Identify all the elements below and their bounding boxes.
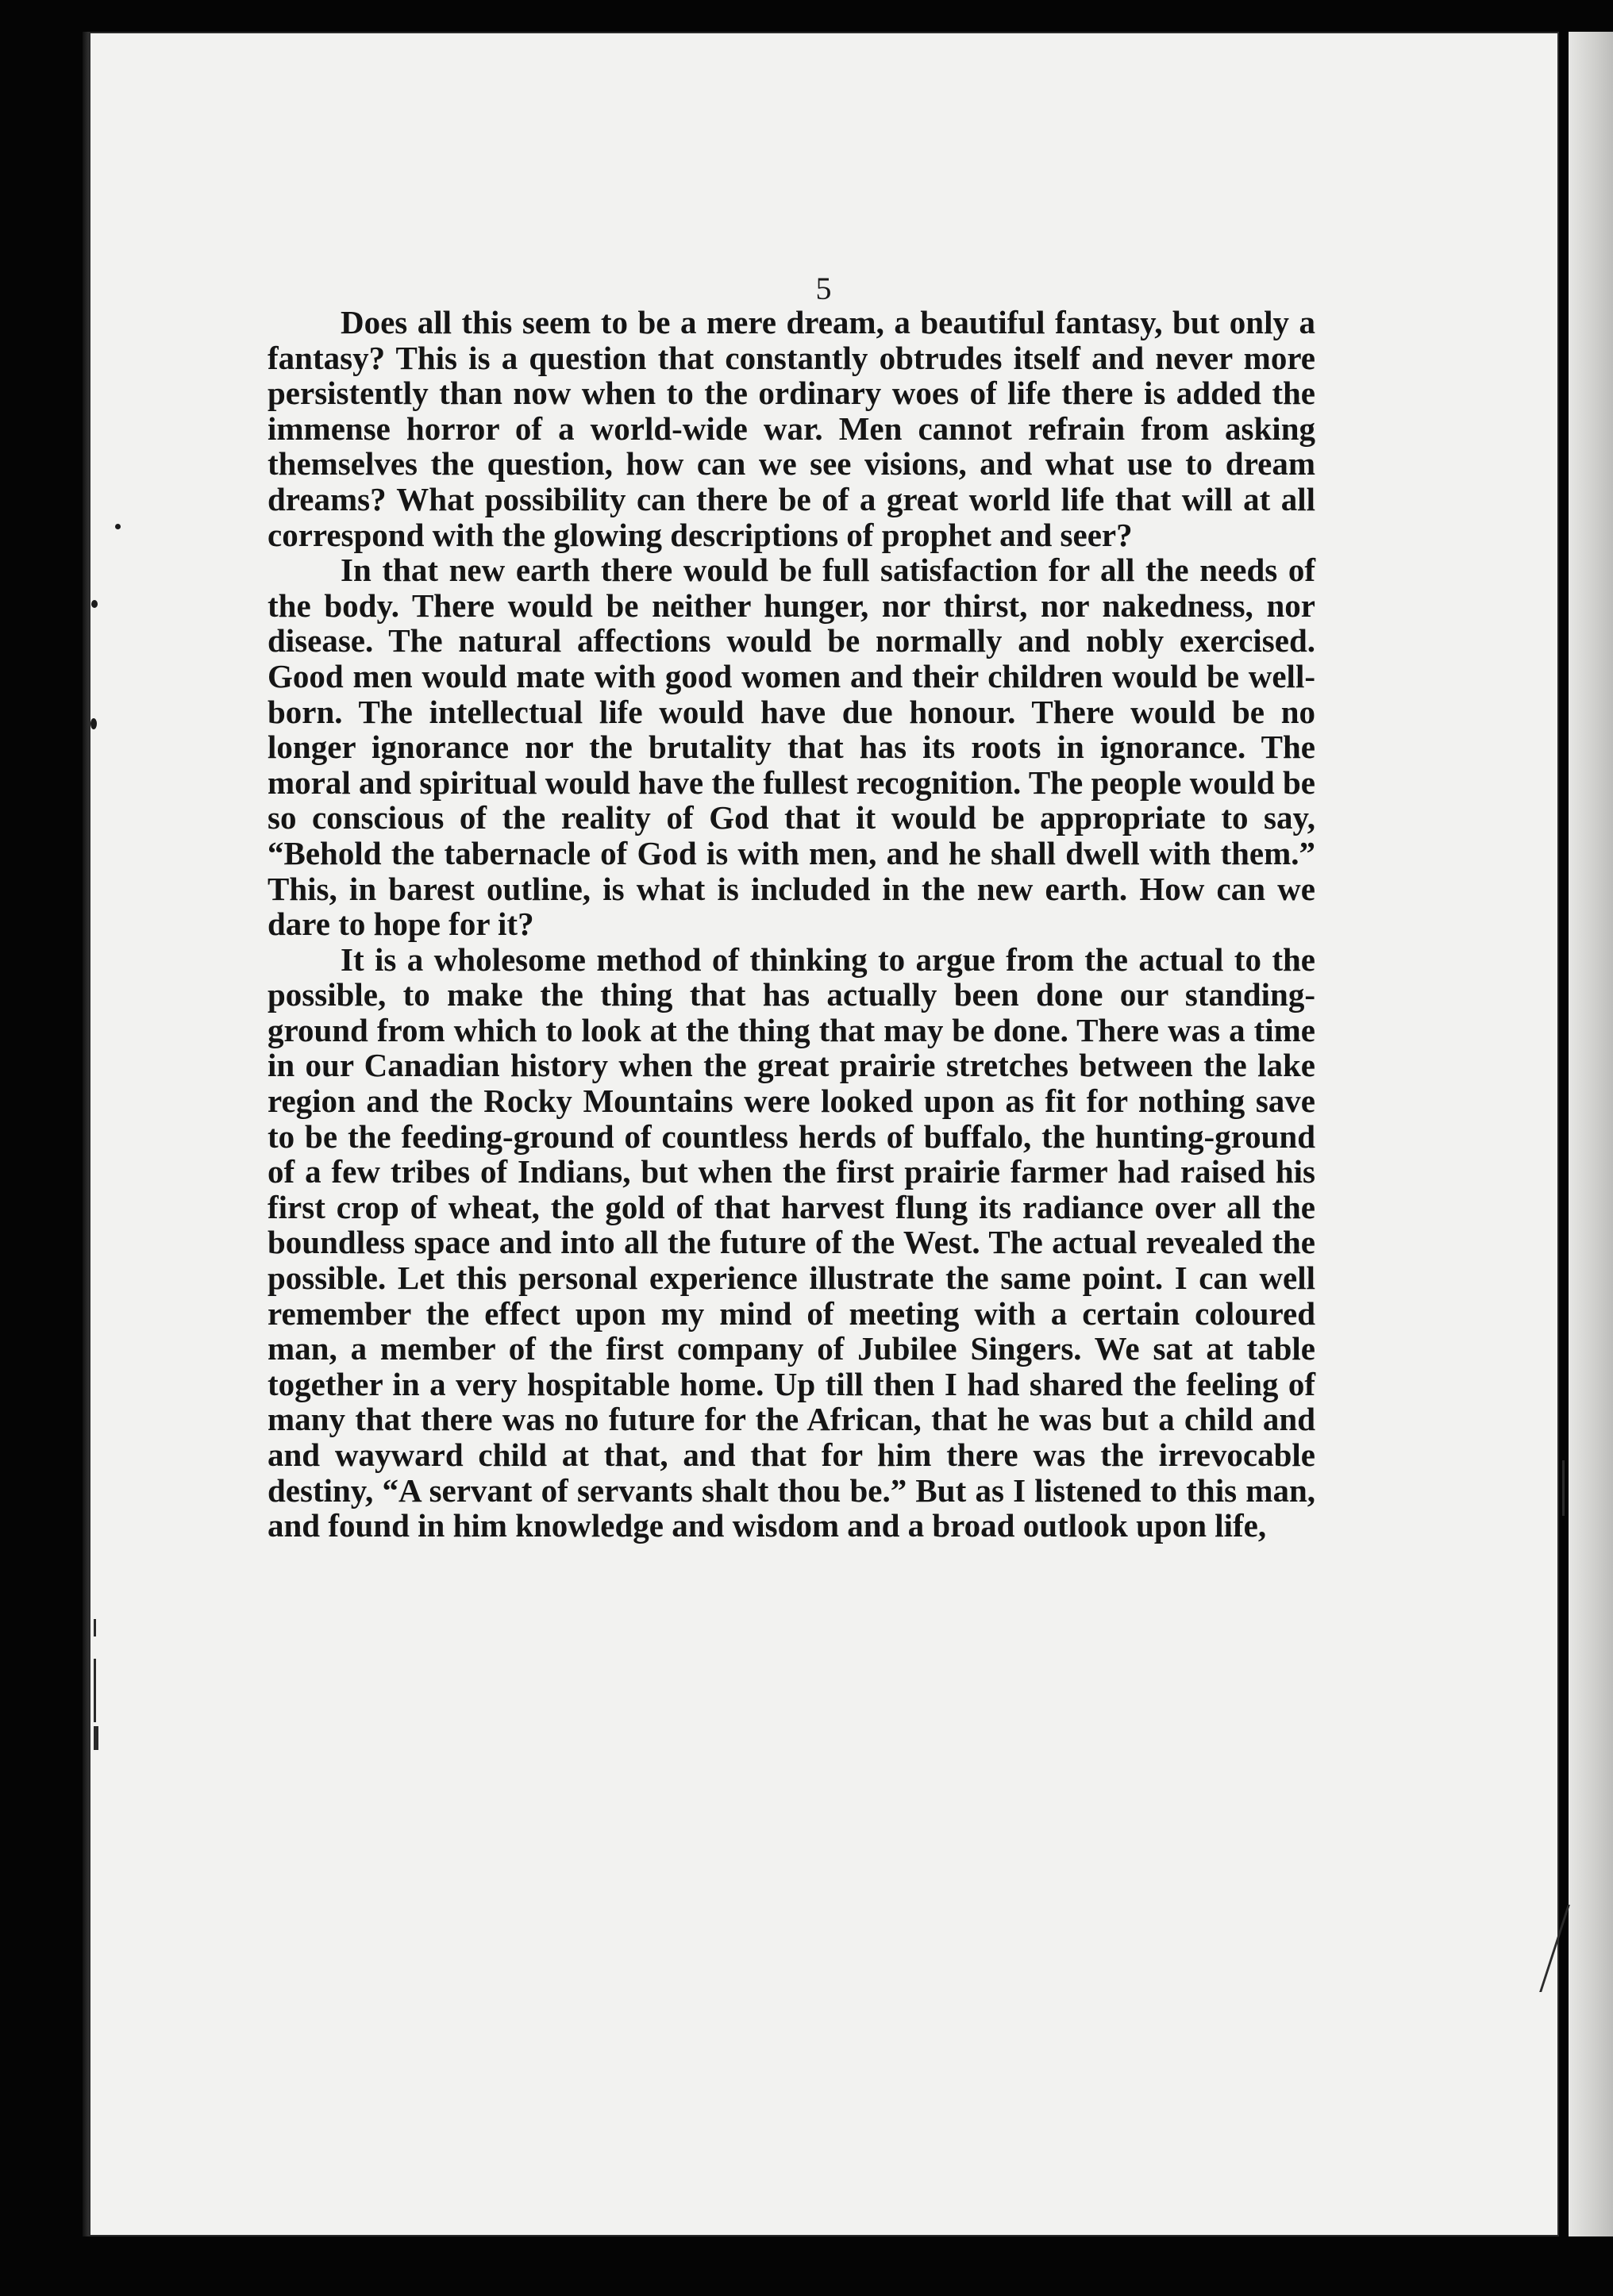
page-number: 5 xyxy=(815,271,833,306)
paragraph: In that new earth there would be full satisfaction for all the needs of the body. There would be neither hunger, nor thirst, nor nakedness, nor disease. The natural affections would be normally and nobly exercised. Good men would mate with good women and their children would be well-born. The intellectual life would have due honour. There would be no longer ignorance nor the brutality that has its roots in ignorance. The moral and spiritual would have the fullest recognition. The people would be so conscious of the reality of God that it would be appropriate to say, “Behold the tabernacle of God is with men, and he shall dwell with them.” This, in barest outline, is what is included in the new earth. How can we dare to hope for it? xyxy=(268,552,1315,943)
paragraph: It is a wholesome method of thinking to argue from the actual to the possible, to make the thing that has actually been done our standing-ground from which to look at the thing that may be done. There was a time in our Canadian history when the great prairie stretches between the lake region and the Rocky Mountains were looked upon as fit for nothing save to be the feeding-ground of countless herds of buffalo, the hunting-ground of a few tribes of Indians, but when the first prairie farmer had raised his first crop of wheat, the gold of that harvest flung its radiance over all the boundless space and into all the future of the West. The actual revealed the possible. Let this personal experience illustrate the same point. I can well remember the effect upon my mind of meeting with a certain coloured man, a member of the first company of Jubilee Singers. We sat at table together in a very hospitable home. Up till then I had shared the feeling of many that there was no future for the African, that he was but a child and and wayward child at that, and that for him there was the irrevocable destiny, “A servant of servants shalt thou be.” But as I listened to this man, and found in him knowledge and wisdom and a broad outlook upon life, xyxy=(268,940,1315,1544)
margin-dot xyxy=(115,524,121,529)
paragraph: Does all this seem to be a mere dream, a beautiful fantasy, but only a fantasy? This is a question that constantly obtrudes itself and never more persistently than now when to the ordinary woes of life there is added the immense horror of a world-wide war. Men cannot refrain from asking themselves the question, how can we see visions, and what use to dream dreams? What possibility can there be of a great world life that will at all correspond with the glowing descriptions of prophet and seer? xyxy=(268,304,1315,553)
margin-dot xyxy=(90,718,97,729)
margin-mark xyxy=(1562,1460,1565,1516)
margin-dot xyxy=(91,600,98,608)
margin-mark xyxy=(94,1619,96,1636)
body-text xyxy=(268,305,1315,1544)
margin-mark xyxy=(94,1659,96,1722)
margin-mark xyxy=(94,1726,98,1750)
